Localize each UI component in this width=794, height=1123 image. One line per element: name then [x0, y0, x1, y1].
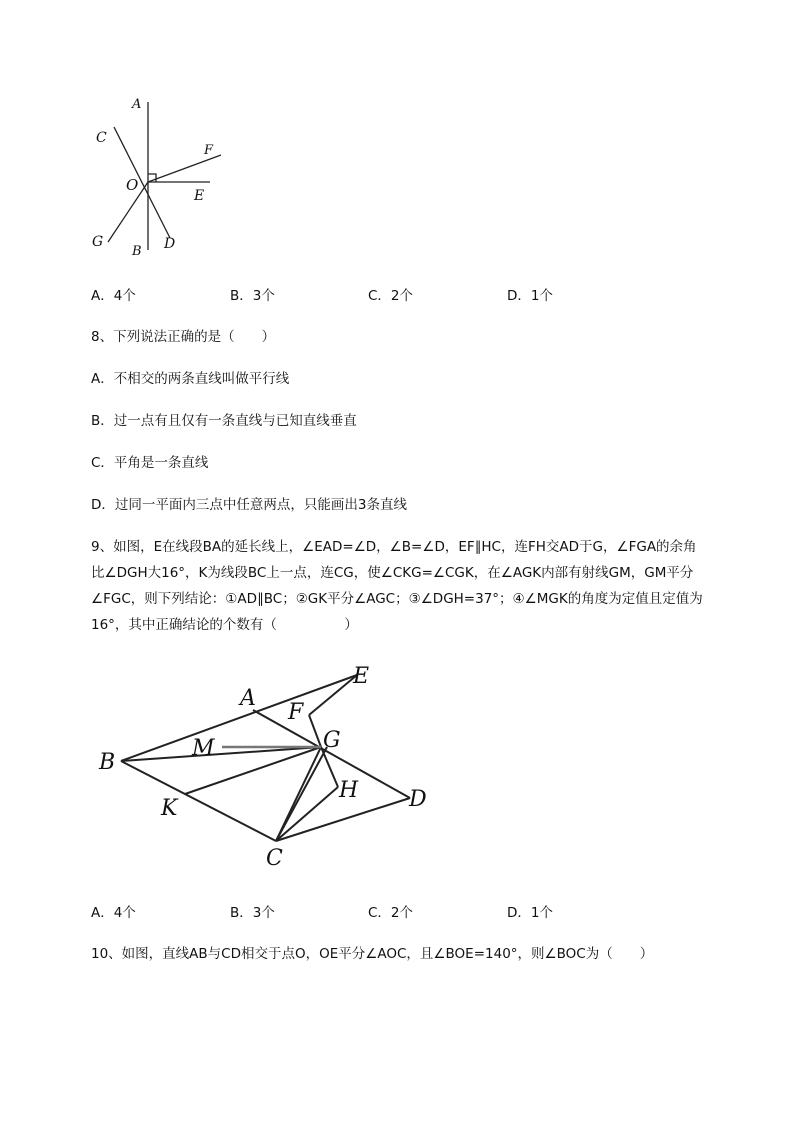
segment-ad — [253, 710, 410, 798]
q7-option-a[interactable]: A．4个 — [91, 288, 136, 304]
label-a: A — [240, 686, 256, 711]
q8-stem: 8、下列说法正确的是（ ） — [91, 329, 276, 345]
label-g: G — [92, 234, 104, 250]
q9-option-b[interactable]: B．3个 — [230, 905, 275, 921]
q9-stem-line-1: 9、如图，E在线段BA的延长线上，∠EAD=∠D，∠B=∠D，EF∥HC，连FH交AD于G，∠FGA的余角 — [91, 539, 697, 555]
label-h: H — [339, 778, 359, 803]
label-f: F — [204, 143, 214, 158]
label-e: E — [194, 188, 205, 204]
label-b: B — [132, 244, 142, 259]
q7-option-c[interactable]: C．2个 — [368, 288, 414, 304]
q9-option-d[interactable]: D．1个 — [507, 905, 553, 921]
label-c: C — [266, 846, 283, 871]
label-e: E — [353, 664, 370, 689]
label-d: D — [409, 787, 427, 812]
ray-of — [148, 155, 221, 182]
q8-option-c[interactable]: C．平角是一条直线 — [91, 455, 209, 471]
q9-option-c[interactable]: C．2个 — [368, 905, 414, 921]
label-k: K — [161, 796, 178, 821]
segment-bc — [121, 761, 276, 841]
q10-stem: 10、如图，直线AB与CD相交于点O，OE平分∠AOC，且∠BOE=140°，则∠BOC为（ ） — [91, 946, 654, 962]
figure-1-diagram — [80, 90, 240, 260]
label-b: B — [99, 750, 116, 775]
label-o: O — [126, 176, 139, 194]
label-f: F — [288, 700, 304, 725]
label-d: D — [164, 236, 176, 252]
q7-option-d[interactable]: D．1个 — [507, 288, 553, 304]
label-a: A — [132, 97, 142, 112]
label-c: C — [96, 130, 107, 146]
q8-option-b[interactable]: B．过一点有且仅有一条直线与已知直线垂直 — [91, 413, 357, 429]
segment-hc — [276, 787, 338, 841]
q8-option-d[interactable]: D．过同一平面内三点中任意两点，只能画出3条直线 — [91, 497, 407, 513]
q9-stem-line-4: 16°，其中正确结论的个数有（ ） — [91, 617, 358, 633]
figure-2-diagram — [95, 655, 445, 875]
q8-option-a[interactable]: A．不相交的两条直线叫做平行线 — [91, 371, 290, 387]
label-g: G — [323, 728, 341, 753]
q7-option-b[interactable]: B．3个 — [230, 288, 275, 304]
q9-stem-line-2: 比∠DGH大16°，K为线段BC上一点，连CG，使∠CKG=∠CGK，在∠AGK内部有射线GM，GM平分 — [91, 565, 694, 581]
segment-ef — [309, 675, 357, 715]
q9-option-a[interactable]: A．4个 — [91, 905, 136, 921]
q9-stem-line-3: ∠FGC，则下列结论：①AD∥BC；②GK平分∠AGC；③∠DGH=37°；④∠MGK的角度为定值且定值为 — [91, 591, 703, 607]
label-m: M — [192, 736, 215, 761]
